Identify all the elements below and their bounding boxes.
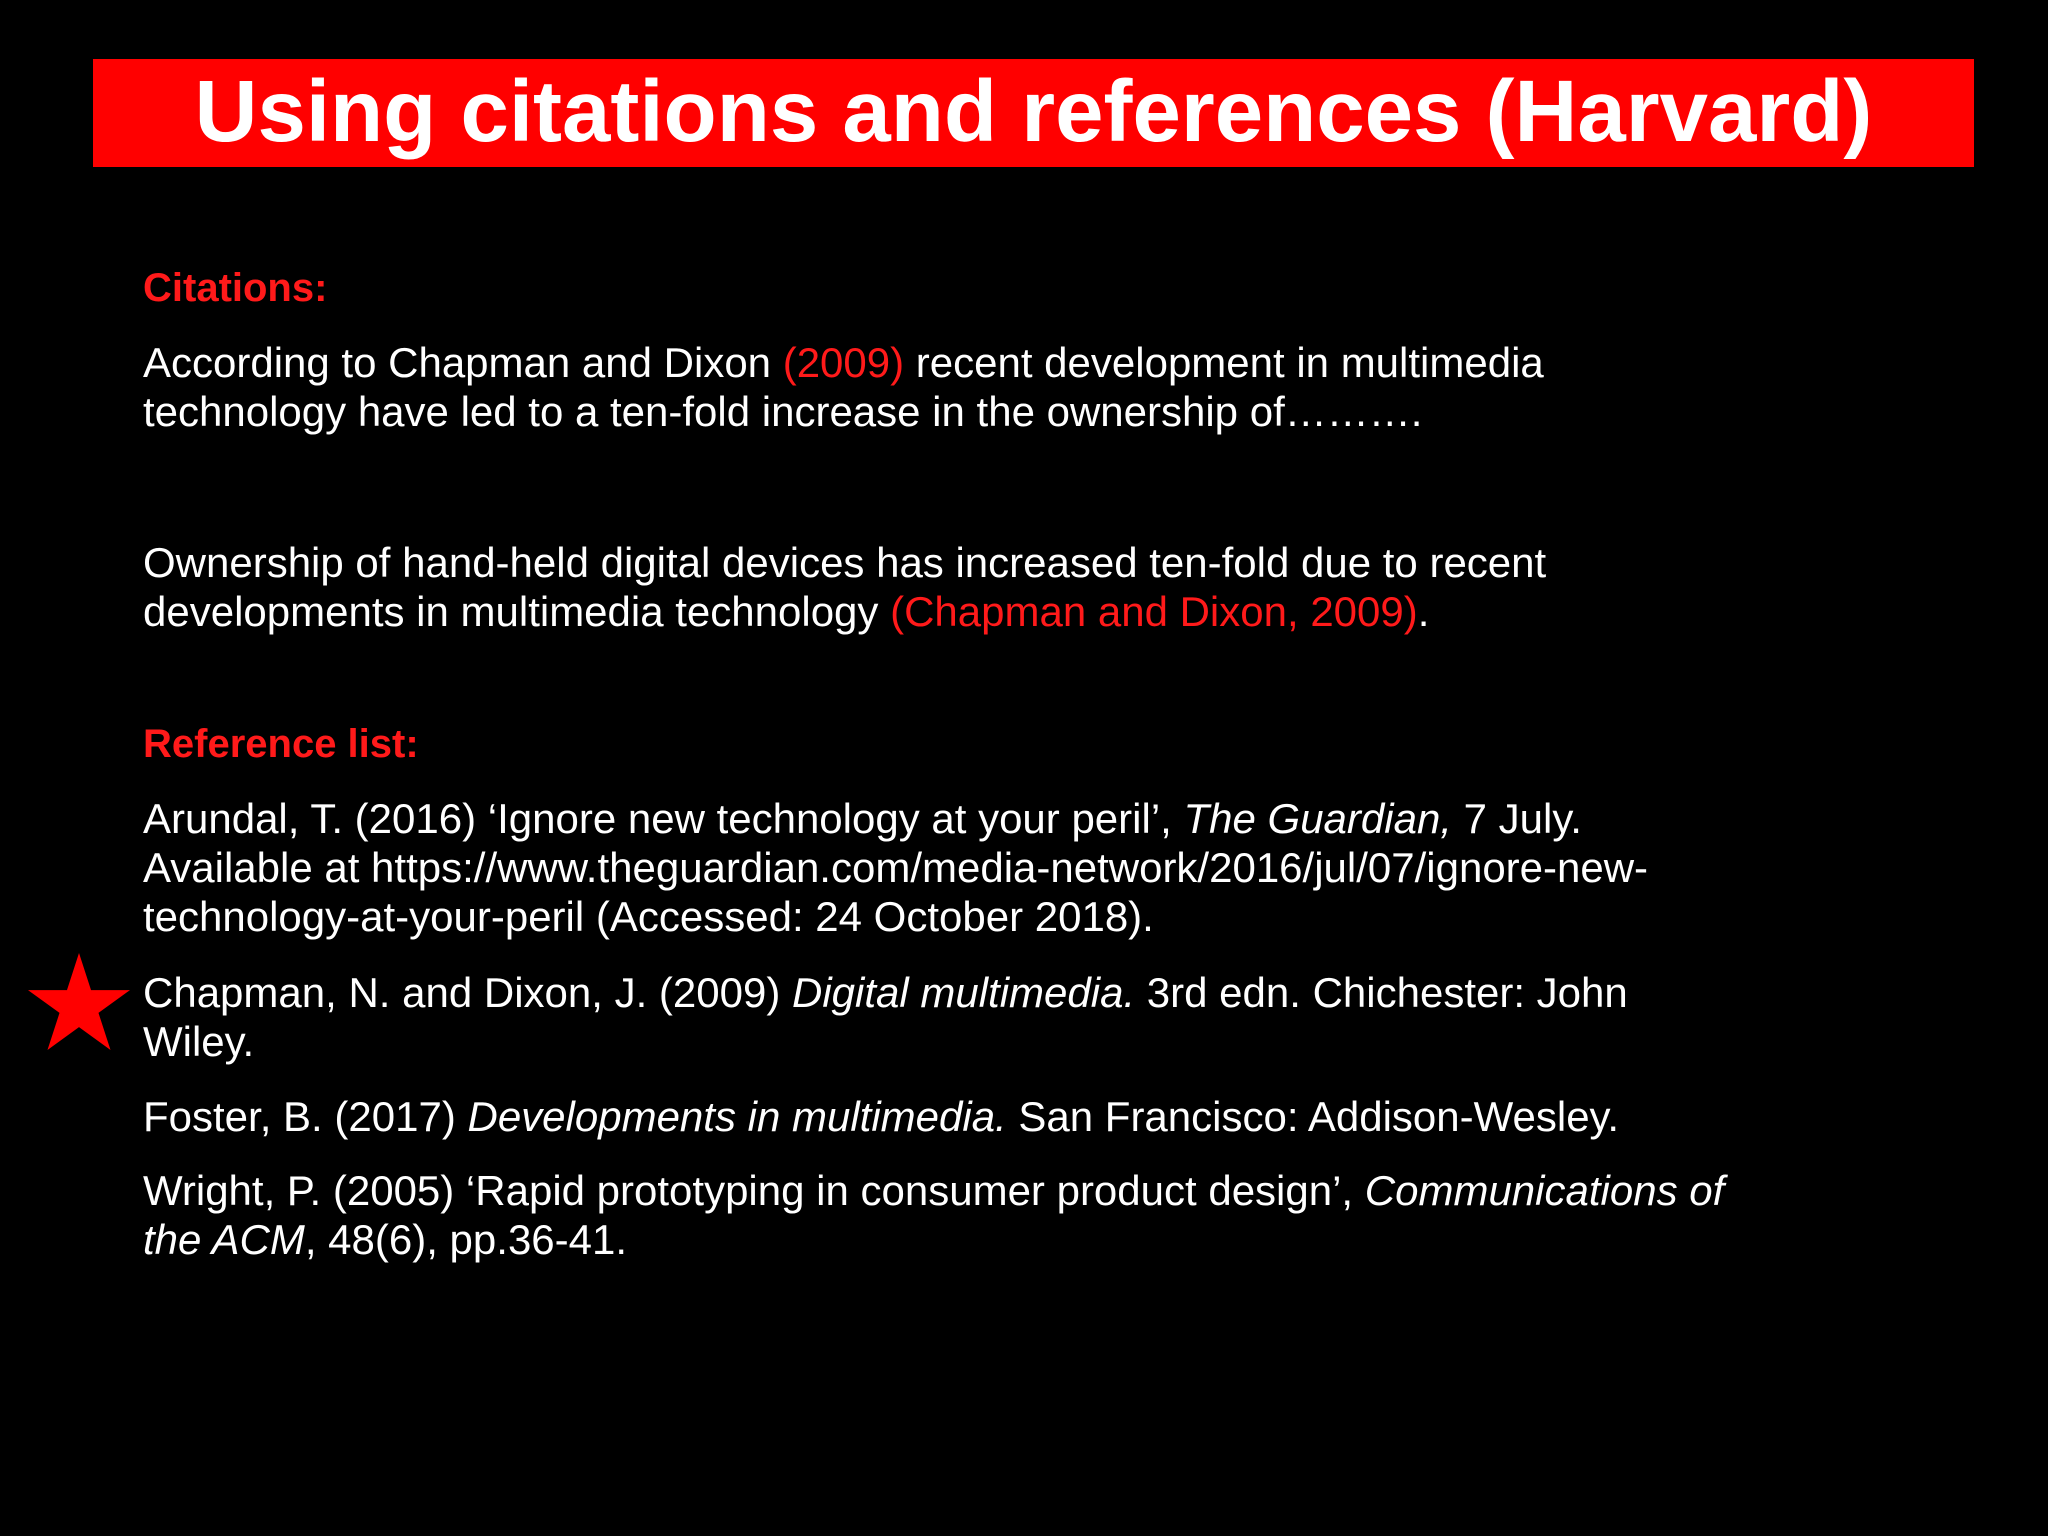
reference-item bbox=[143, 1092, 1903, 1141]
citation-example-parenthetical bbox=[143, 538, 1903, 636]
slide-title: Using citations and references (Harvard) bbox=[194, 62, 1873, 160]
reference-text: Chapman, N. and Dixon, J. (2009) bbox=[143, 969, 792, 1016]
reference-text: Wright, P. (2005) ‘Rapid prototyping in consumer product design’, bbox=[143, 1167, 1365, 1214]
reference-url: Available at https://www.theguardian.com/media-network/2016/jul/07/ignore-new- bbox=[143, 844, 1649, 891]
reference-item bbox=[143, 968, 1903, 1066]
reference-text: Foster, B. (2017) bbox=[143, 1093, 468, 1140]
reference-item bbox=[143, 1166, 1903, 1264]
citation-text: Ownership of hand-held digital devices has increased ten-fold due to recent bbox=[143, 539, 1547, 586]
in-text-citation: (Chapman and Dixon, 2009) bbox=[890, 588, 1418, 635]
reference-list-heading: Reference list: bbox=[143, 722, 419, 766]
reference-text: San Francisco: Addison-Wesley. bbox=[1006, 1093, 1620, 1140]
reference-text: 3rd edn. Chichester: John bbox=[1135, 969, 1628, 1016]
reference-text: , 48(6), pp.36-41. bbox=[304, 1216, 628, 1263]
reference-source-title: The Guardian, bbox=[1183, 795, 1452, 842]
citations-heading: Citations: bbox=[143, 266, 328, 310]
in-text-citation: (2009) bbox=[782, 339, 905, 386]
citation-example-narrative bbox=[143, 338, 1903, 436]
citation-text: developments in multimedia technology bbox=[143, 588, 891, 635]
title-banner bbox=[93, 59, 1974, 167]
reference-item bbox=[143, 794, 1903, 941]
reference-source-title: Digital multimedia. bbox=[792, 969, 1136, 1016]
reference-source-title: Developments in multimedia. bbox=[467, 1093, 1007, 1140]
star-icon bbox=[28, 953, 130, 1051]
reference-text: 7 July. bbox=[1451, 795, 1582, 842]
citation-text: . bbox=[1417, 588, 1430, 635]
reference-text: technology-at-your-peril (Accessed: 24 October 2018). bbox=[143, 893, 1154, 940]
citation-text: technology have led to a ten-fold increase in the ownership of………. bbox=[143, 388, 1423, 435]
reference-text: Wiley. bbox=[143, 1018, 255, 1065]
citation-text: recent development in multimedia bbox=[904, 339, 1544, 386]
reference-text: Arundal, T. (2016) ‘Ignore new technology at your peril’, bbox=[143, 795, 1184, 842]
reference-source-title: the ACM bbox=[143, 1216, 305, 1263]
reference-source-title: Communications of bbox=[1364, 1167, 1725, 1214]
citation-text: According to Chapman and Dixon bbox=[143, 339, 783, 386]
